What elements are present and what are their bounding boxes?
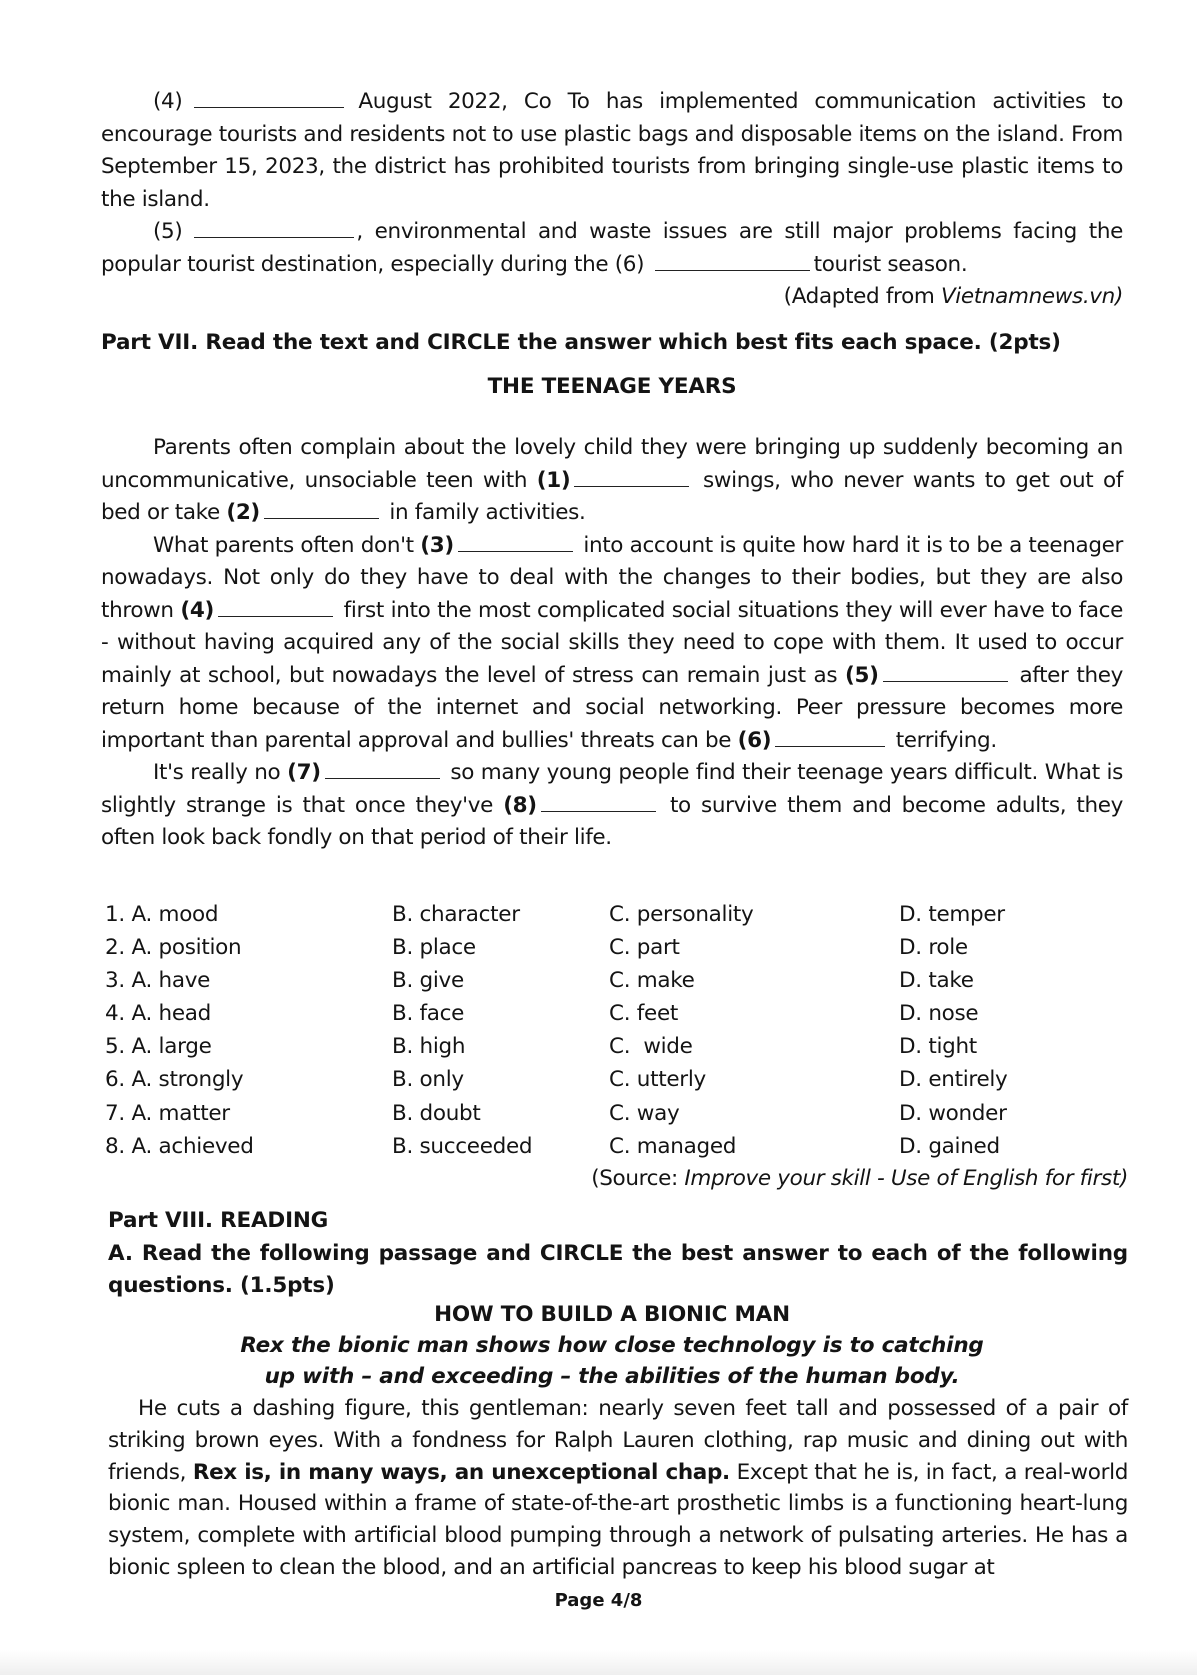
option-a[interactable]: 6. A. strongly <box>105 1067 244 1093</box>
paragraph-text: What parents often don't <box>153 532 414 558</box>
page-number: Page 4/8 <box>554 1590 643 1611</box>
part-7-passage <box>101 432 1123 855</box>
answer-blank[interactable] <box>655 250 810 271</box>
answer-blank[interactable] <box>458 531 573 552</box>
part-8-subtitle-1: Rex the bionic man shows how close technology is to catching <box>240 1333 984 1358</box>
bold-sentence: Rex is, in many ways, an unexceptional chap. <box>192 1459 730 1485</box>
source-title: Vietnamnews.vn) <box>940 284 1123 309</box>
option-c[interactable]: C. utterly <box>609 1067 706 1093</box>
option-b[interactable]: B. give <box>392 968 464 994</box>
blank-number: (6) <box>737 727 772 753</box>
paragraph-text: into account is quite how hard it is to be a teenager nowadays. Not only do they have to deal with the changes to their bodies, but they are also thrown <box>101 532 1124 623</box>
paragraph-text: swings, who never wants to get out of bed or take <box>101 467 1123 525</box>
paragraph-text: He cuts a dashing figure, this gentleman: nearly seven feet tall and possessed of a pair of striking brown eyes. With a fondness for Ralph Lauren clothing, rap music and dining out with friends, <box>108 1396 1128 1485</box>
top-passage <box>101 86 1123 314</box>
blank-number: (7) <box>287 760 321 785</box>
option-c[interactable]: C. personality <box>609 902 754 927</box>
option-b[interactable]: B. high <box>392 1034 466 1060</box>
option-c[interactable]: C. part <box>609 935 680 961</box>
option-a[interactable]: 1. A. mood <box>105 902 219 927</box>
part-7-heading: Part VII. Read the text and CIRCLE the answer which best fits each space. (2pts) <box>101 330 1061 355</box>
option-row <box>105 1067 1125 1100</box>
part-8-passage <box>108 1393 1128 1584</box>
paragraph-text: , environmental and waste issues are still major problems facing the popular tourist destination, especially during the (6) <box>101 219 1123 277</box>
part-8-subheading: A. Read the following passage and CIRCLE the best answer to each of the following questions. (1.5pts) <box>108 1241 1128 1298</box>
paragraph-4 <box>101 86 1123 216</box>
answer-blank[interactable] <box>194 217 354 238</box>
option-c[interactable]: C. way <box>609 1100 680 1126</box>
option-b[interactable]: B. place <box>392 935 476 961</box>
paragraph-text: in family activities. <box>389 500 586 525</box>
blank-number: (5) <box>153 219 183 244</box>
option-d[interactable]: D. take <box>899 968 974 994</box>
part-7-title: THE TEENAGE YEARS <box>487 374 737 399</box>
option-a[interactable]: 2. A. position <box>105 935 242 961</box>
option-a[interactable]: 4. A. head <box>105 1001 212 1027</box>
option-row <box>105 1101 1125 1134</box>
option-d[interactable]: D. gained <box>899 1133 1000 1159</box>
option-b[interactable]: B. only <box>392 1067 464 1093</box>
option-d[interactable]: D. wonder <box>899 1100 1007 1126</box>
blank-number: (1) <box>536 467 571 493</box>
option-b[interactable]: B. character <box>392 902 520 927</box>
paragraph-text: terrifying. <box>895 727 997 753</box>
part-7-source <box>101 1163 1128 1196</box>
answer-blank[interactable] <box>264 498 379 519</box>
paragraph-text: August 2022, Co To has implemented communication activities to encourage tourists and residents not to use plastic bags and disposable items on the island. From September 15, 2023, the district has prohibited tourists from bringing single-use plastic items to the island. <box>101 89 1123 212</box>
blank-number: (4) <box>180 597 214 623</box>
answer-blank[interactable] <box>883 661 1008 682</box>
paragraph-text: first into the most complicated social situations they will ever have to face - without having acquired any of the social skills they need to cope with them. It used to occur mainly at school, but nowadays the level of stress can remain just as <box>101 597 1124 688</box>
paragraph-text: Parents often complain about the lovely child they were bringing up suddenly becoming an uncommunicative, unsociable teen with <box>101 435 1123 493</box>
passage-paragraph-1 <box>101 432 1123 530</box>
option-d[interactable]: D. entirely <box>899 1067 1008 1093</box>
paragraph-5 <box>101 216 1123 281</box>
option-b[interactable]: B. succeeded <box>392 1133 533 1159</box>
option-b[interactable]: B. doubt <box>392 1100 481 1126</box>
part-8-title: HOW TO BUILD A BIONIC MAN <box>434 1302 790 1327</box>
answer-blank[interactable] <box>218 596 333 617</box>
option-c[interactable]: C. make <box>609 968 695 994</box>
option-row <box>105 1034 1125 1067</box>
passage-paragraph-2 <box>101 530 1123 758</box>
source-prefix: (Adapted from <box>783 284 941 309</box>
answer-blank[interactable] <box>325 758 440 779</box>
blank-number: (4) <box>153 89 183 114</box>
option-row <box>105 1001 1125 1034</box>
answer-options <box>105 902 1125 1167</box>
answer-blank[interactable] <box>775 726 885 747</box>
option-c[interactable]: C. feet <box>609 1001 679 1027</box>
paragraph-text: It's really no <box>153 760 281 785</box>
blank-number: (5) <box>845 662 879 688</box>
option-a[interactable]: 3. A. have <box>105 968 211 994</box>
option-d[interactable]: D. tight <box>899 1034 977 1060</box>
answer-blank[interactable] <box>194 87 344 108</box>
source-prefix: (Source: <box>591 1166 685 1191</box>
passage-paragraph-3 <box>101 757 1123 855</box>
paragraph-text: to survive them and become adults, they often look back fondly on that period of their life. <box>101 792 1124 850</box>
option-d[interactable]: D. role <box>899 935 968 961</box>
option-c[interactable]: C. managed <box>609 1133 737 1159</box>
part-8-heading: Part VIII. READING <box>108 1208 329 1233</box>
answer-blank[interactable] <box>574 466 689 487</box>
option-a[interactable]: 8. A. achieved <box>105 1133 254 1159</box>
option-d[interactable]: D. nose <box>899 1001 979 1027</box>
paragraph-text: so many young people find their teenage years difficult. What is slightly strange is that once they've <box>101 760 1124 818</box>
option-row <box>105 1134 1125 1167</box>
passage-paragraph <box>108 1393 1128 1584</box>
option-b[interactable]: B. face <box>392 1001 465 1027</box>
paragraph-text: Except that he is, in fact, a real-world bionic man. Housed within a frame of state-of-the-art prosthetic limbs is a functioning heart-lung system, complete with artificial blood pumping through a network of pulsating arteries. He has a bionic spleen to clean the blood, and an artificial pancreas to keep his blood sugar at <box>108 1459 1129 1580</box>
option-a[interactable]: 7. A. matter <box>105 1100 230 1126</box>
blank-number: (8) <box>503 792 537 818</box>
source-title: Improve your skill - Use of English for first) <box>684 1166 1128 1191</box>
part-8-subtitle-2: up with – and exceeding – the abilities of the human body. <box>264 1364 960 1389</box>
scan-edge <box>0 1650 1197 1675</box>
option-row <box>105 968 1125 1001</box>
paragraph-text: after they return home because of the internet and social networking. Peer pressure becomes more important than parental approval and bullies' threats can be <box>101 662 1123 753</box>
option-c[interactable]: C. wide <box>609 1034 693 1060</box>
source-citation <box>101 281 1123 314</box>
option-a[interactable]: 5. A. large <box>105 1034 212 1060</box>
option-row <box>105 935 1125 968</box>
option-d[interactable]: D. temper <box>899 902 1005 927</box>
answer-blank[interactable] <box>541 791 656 812</box>
blank-number: (2) <box>226 500 260 525</box>
option-row <box>105 902 1125 935</box>
paragraph-text: tourist season. <box>813 251 968 277</box>
blank-number: (3) <box>420 532 454 558</box>
